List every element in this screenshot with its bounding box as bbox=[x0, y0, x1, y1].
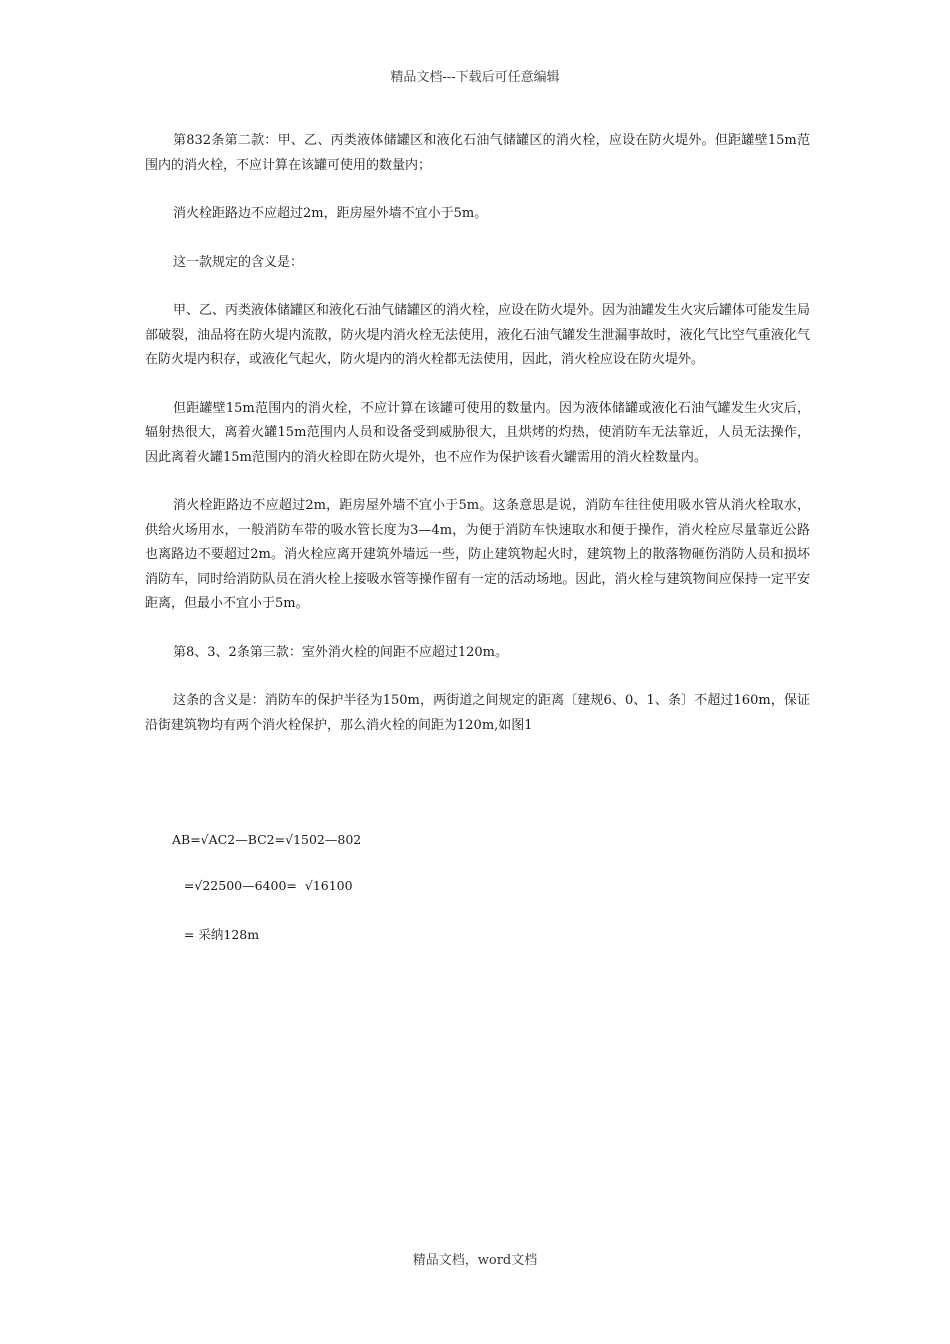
paragraph: 这条的含义是：消防车的保护半径为150m，两街道之间规定的距离〔建规6、0、1、条〕不超过160m，保证沿街建筑物均有两个消火栓保护，那么消火栓的间距为120m,如图1 bbox=[145, 693, 811, 733]
paragraph: 这一款规定的含义是： bbox=[173, 254, 304, 270]
paragraph: 消火栓距路边不应超过2m，距房屋外墙不宜小于5m。 bbox=[173, 206, 488, 221]
paragraph: 第8、3、2条第三款：室外消火栓的间距不应超过120m。 bbox=[173, 644, 508, 660]
formula-line-3: = 采纳128m bbox=[172, 927, 260, 942]
paragraph: 第832条第二款：甲、乙、丙类液体储罐区和液化石油气储罐区的消火栓，应设在防火堤外。但距罐壁15m范围内的消火栓，不应计算在该罐可使用的数量内； bbox=[145, 133, 810, 173]
paragraph: 消火栓距路边不应超过2m，距房屋外墙不宜小于5m。这条意思是说，消防车往往使用吸水管从消火栓取水，供给火场用水，一般消防车带的吸水管长度为3—4m，为便于消防车快速取水和便于操作，消火栓应尽量靠近公路也离路边不要超过2m。消火栓应离开建筑外墙远一些，防止建筑物起火时，建筑物上的散落物砸伤消防人员和损坏消防车，同时给消防队员在消火栓上接吸水管等操作留有一定的活动场地。因此，消火栓与建筑物间应保持一定平安距离，但最小不宜小于5m。 bbox=[145, 498, 810, 611]
page-header: 精品文档---下载后可任意编辑 bbox=[390, 70, 560, 85]
page-footer: 精品文档，word文档 bbox=[412, 1253, 538, 1268]
document-body bbox=[145, 129, 810, 762]
paragraph: 但距罐壁15m范围内的消火栓，不应计算在该罐可使用的数量内。因为液体储罐或液化石油气罐发生火灾后，辐射热很大，离着火罐15m范围内人员和设备受到威胁很大，且烘烤的灼热，使消防车无法靠近，人员无法操作，因此离着火罐15m范围内的消火栓即在防火堤外，也不应作为保护该看火罐需用的消火栓数量内。 bbox=[145, 400, 810, 465]
formula-line-2: =√22500—6400= √16100 bbox=[172, 878, 353, 893]
formula-line-1: AB=√AC2—BC2=√1502—802 bbox=[172, 832, 362, 847]
paragraph: 甲、乙、丙类液体储罐区和液化石油气储罐区的消火栓，应设在防火堤外。因为油罐发生火灾后罐体可能发生局部破裂，油品将在防火堤内流散，防火堤内消火栓无法使用，液化石油气罐发生泄漏事故时，液化气比空气重液化气在防火堤内积存，或液化气起火，防火堤内的消火栓都无法使用，因此，消火栓应设在防火堤外。 bbox=[145, 303, 811, 367]
